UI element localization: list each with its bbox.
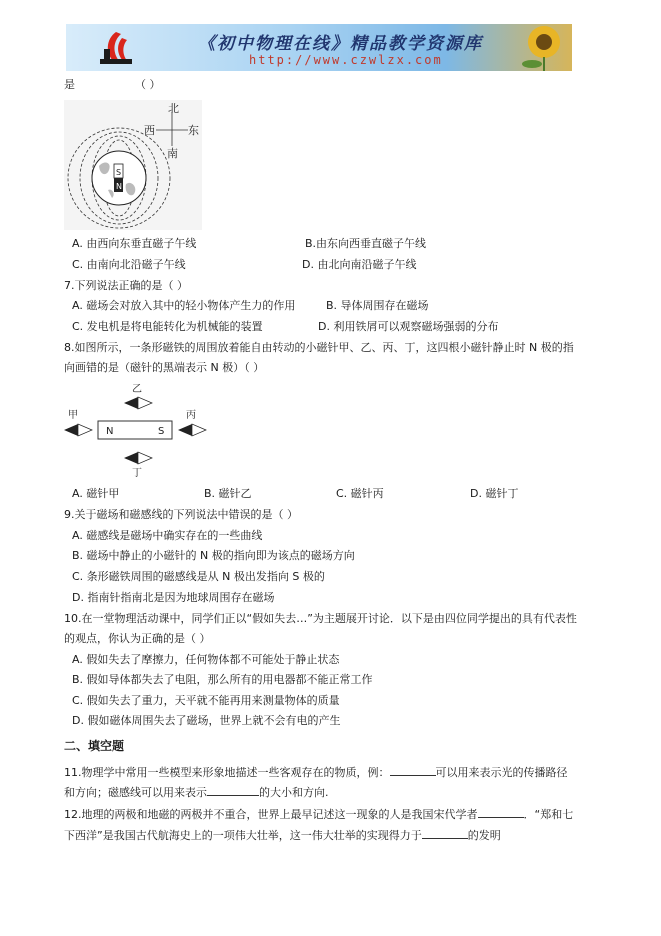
needle-ding-label: 丁: [132, 468, 142, 478]
needle-bing-label: 丙: [186, 410, 196, 421]
physics-logo-icon: [96, 29, 136, 67]
needle-ding-south: [138, 452, 152, 464]
needle-yi-north: [124, 397, 138, 409]
q8-option-a[interactable]: A. 磁针甲: [72, 487, 120, 500]
q7-option-b[interactable]: B. 导体周围存在磁场: [326, 299, 429, 312]
q11-blank-1[interactable]: [390, 764, 436, 776]
q10-option-a[interactable]: A. 假如失去了摩擦力，任何物体都不可能处于静止状态: [72, 653, 340, 666]
earth-magnet-s-label: S: [116, 168, 122, 177]
needle-yi-label: 乙: [132, 384, 142, 395]
q10-option-d[interactable]: D. 假如磁体周围失去了磁场，世界上就不会有电的产生: [72, 714, 341, 727]
q8-option-b[interactable]: B. 磁针乙: [204, 487, 252, 500]
needle-jia-south: [78, 424, 92, 436]
q9-option-a[interactable]: A. 磁感线是磁场中确实存在的一些曲线: [72, 529, 263, 542]
bar-magnet-s-label: S: [158, 426, 165, 437]
earth-magnet-n-label: N: [116, 182, 122, 191]
q9-stem: 9.关于磁场和磁感线的下列说法中错误的是（ ）: [64, 508, 298, 521]
q11-blank-2[interactable]: [207, 784, 259, 796]
bar-magnet-compass-figure: [62, 380, 212, 478]
compass-south-label: 南: [167, 147, 178, 160]
q6-option-a[interactable]: A. 由西向东垂直磁子午线: [72, 237, 197, 250]
q10-option-c[interactable]: C. 假如失去了重力，天平就不能再用来测量物体的质量: [72, 694, 340, 707]
q9-option-d[interactable]: D. 指南针指南北是因为地球周围存在磁场: [72, 591, 275, 604]
sunflower-icon: [502, 24, 572, 71]
q9-option-b[interactable]: B. 磁场中静止的小磁针的 N 极的指向即为该点的磁场方向: [72, 549, 355, 562]
q9-option-c[interactable]: C. 条形磁铁周围的磁感线是从 N 极出发指向 S 极的: [72, 570, 325, 583]
q10-option-b[interactable]: B. 假如导体都失去了电阻，那么所有的用电器都不能正常工作: [72, 673, 373, 686]
q7-option-a[interactable]: A. 磁场会对放入其中的轻小物体产生力的作用: [72, 299, 296, 312]
compass-north-label: 北: [168, 102, 179, 115]
bar-magnet-n-label: N: [106, 426, 114, 437]
q10-stem-line2: 的观点，你认为正确的是（ ）: [64, 632, 211, 645]
q12-line1: 12.地理的两极和地磁的两极并不重合，世界上最早记述这一现象的人是我国宋代学者 ．“郑和七: [64, 808, 574, 821]
earth-magnetic-field-figure: [64, 100, 202, 230]
q12-blank-2[interactable]: [422, 827, 468, 839]
q8-option-c[interactable]: C. 磁针丙: [336, 487, 384, 500]
q7-stem: 7.下列说法正确的是（ ）: [64, 279, 188, 292]
q6-option-b[interactable]: B.由东向西垂直磁子午线: [305, 237, 427, 250]
q8-stem-line1: 8.如图所示，一条形磁铁的周围放着能自由转动的小磁针甲、乙、丙、丁，这四根小磁针静止时 N 极的指: [64, 341, 574, 354]
q6-stem-tail: 是 （ ）: [64, 78, 161, 91]
q8-option-d[interactable]: D. 磁针丁: [470, 487, 519, 500]
section-fill-in-title: 二、填空题: [64, 739, 125, 753]
compass-west-label: 西: [144, 124, 155, 137]
q7-option-c[interactable]: C. 发电机是将电能转化为机械能的装置: [72, 320, 263, 333]
q10-stem-line1: 10.在一堂物理活动课中，同学们正以“假如失去…”为主题展开讨论．以下是由四位同学提出的具有代表性: [64, 612, 577, 625]
q12-line2: 下西洋”是我国古代航海史上的一项伟大壮举，这一伟大壮举的实现得力于 的发明: [64, 829, 501, 842]
q11-line2: 和方向；磁感线可以用来表示 的大小和方向.: [64, 786, 329, 799]
banner-url: http://www.czwlzx.com: [249, 53, 443, 67]
needle-jia-label: 甲: [68, 410, 78, 421]
needle-bing-north: [178, 424, 192, 436]
q7-option-d[interactable]: D. 利用铁屑可以观察磁场强弱的分布: [318, 320, 499, 333]
q8-stem-line2: 向画错的是（磁针的黑端表示 N 极）（ ）: [64, 361, 265, 374]
needle-bing-south: [192, 424, 206, 436]
needle-yi-south: [138, 397, 152, 409]
q6-option-d[interactable]: D. 由北向南沿磁子午线: [302, 258, 417, 271]
q11-line1: 11.物理学中常用一些模型来形象地描述一些客观存在的物质，例： 可以用来表示光的传播路径: [64, 766, 568, 779]
q12-blank-1[interactable]: [478, 806, 524, 818]
q6-option-c[interactable]: C. 由南向北沿磁子午线: [72, 258, 186, 271]
compass-east-label: 东: [188, 124, 199, 137]
needle-ding-north: [124, 452, 138, 464]
banner-title: 《初中物理在线》精品教学资源库: [198, 34, 483, 54]
header-banner: [66, 24, 572, 71]
needle-jia-north: [64, 424, 78, 436]
